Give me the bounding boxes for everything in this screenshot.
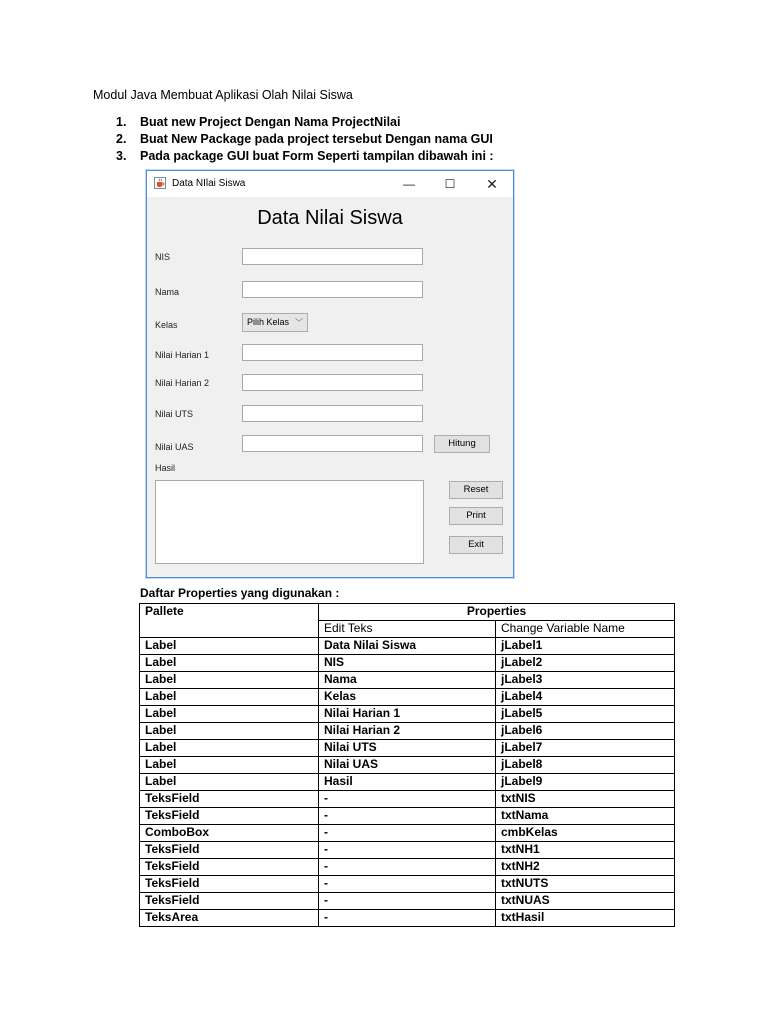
cell-edit-teks: Nilai UAS bbox=[319, 757, 496, 774]
window-titlebar bbox=[147, 171, 513, 197]
cell-variable-name: txtNH2 bbox=[496, 859, 675, 876]
cell-variable-name: txtNUAS bbox=[496, 893, 675, 910]
table-header-row bbox=[140, 604, 675, 621]
label-nilai-uas: Nilai UAS bbox=[155, 442, 194, 452]
table-row bbox=[140, 638, 675, 655]
table-row bbox=[140, 655, 675, 672]
cell-edit-teks: Data Nilai Siswa bbox=[319, 638, 496, 655]
table-row bbox=[140, 808, 675, 825]
nama-input[interactable] bbox=[242, 281, 423, 298]
cell-pallete: TeksField bbox=[140, 893, 319, 910]
table-row bbox=[140, 893, 675, 910]
table-row bbox=[140, 689, 675, 706]
cell-variable-name: jLabel9 bbox=[496, 774, 675, 791]
cell-variable-name: cmbKelas bbox=[496, 825, 675, 842]
properties-table bbox=[139, 603, 675, 927]
table-row bbox=[140, 910, 675, 927]
table-row bbox=[140, 740, 675, 757]
cell-edit-teks: Nilai UTS bbox=[319, 740, 496, 757]
uts-input[interactable] bbox=[242, 405, 423, 422]
table-caption: Daftar Properties yang digunakan : bbox=[140, 586, 340, 600]
cell-edit-teks: - bbox=[319, 842, 496, 859]
instruction-step: 1. Buat new Project Dengan Nama ProjectNilai bbox=[116, 115, 401, 129]
cell-variable-name: jLabel4 bbox=[496, 689, 675, 706]
cell-variable-name: jLabel3 bbox=[496, 672, 675, 689]
form-window-screenshot bbox=[146, 170, 514, 578]
table-row bbox=[140, 757, 675, 774]
table-row bbox=[140, 859, 675, 876]
label-nama: Nama bbox=[155, 287, 180, 297]
window-title: Data NIlai Siswa bbox=[172, 178, 246, 189]
cell-pallete: TeksArea bbox=[140, 910, 319, 927]
nh2-input[interactable] bbox=[242, 374, 423, 391]
label-nis: NIS bbox=[155, 252, 171, 262]
cell-pallete: Label bbox=[140, 655, 319, 672]
cell-pallete: Label bbox=[140, 723, 319, 740]
uas-input[interactable] bbox=[242, 435, 423, 452]
cell-edit-teks: - bbox=[319, 808, 496, 825]
minimize-icon[interactable]: — bbox=[403, 177, 415, 191]
table-row bbox=[140, 774, 675, 791]
header-edit-teks: Edit Teks bbox=[319, 621, 496, 638]
combo-selected-value: Pilih Kelas bbox=[247, 317, 290, 327]
exit-button[interactable]: Exit bbox=[449, 536, 503, 554]
cell-edit-teks: Nilai Harian 2 bbox=[319, 723, 496, 740]
cell-edit-teks: Hasil bbox=[319, 774, 496, 791]
label-hasil: Hasil bbox=[155, 463, 176, 473]
cell-variable-name: jLabel8 bbox=[496, 757, 675, 774]
table-row bbox=[140, 791, 675, 808]
cell-pallete: Label bbox=[140, 757, 319, 774]
cell-edit-teks: - bbox=[319, 825, 496, 842]
table-row bbox=[140, 723, 675, 740]
cell-variable-name: jLabel6 bbox=[496, 723, 675, 740]
cell-variable-name: txtHasil bbox=[496, 910, 675, 927]
cell-variable-name: txtNH1 bbox=[496, 842, 675, 859]
java-cup-icon bbox=[154, 177, 166, 189]
cell-variable-name: txtNIS bbox=[496, 791, 675, 808]
cell-edit-teks: - bbox=[319, 859, 496, 876]
cell-pallete: TeksField bbox=[140, 842, 319, 859]
cell-variable-name: txtNUTS bbox=[496, 876, 675, 893]
cell-edit-teks: - bbox=[319, 876, 496, 893]
header-change-variable: Change Variable Name bbox=[496, 621, 675, 638]
cell-pallete: Label bbox=[140, 774, 319, 791]
cell-variable-name: jLabel5 bbox=[496, 706, 675, 723]
instruction-list bbox=[116, 114, 494, 165]
cell-pallete: TeksField bbox=[140, 808, 319, 825]
nh1-input[interactable] bbox=[242, 344, 423, 361]
cell-edit-teks: NIS bbox=[319, 655, 496, 672]
cell-variable-name: txtNama bbox=[496, 808, 675, 825]
hitung-button[interactable]: Hitung bbox=[434, 435, 490, 453]
table-row bbox=[140, 876, 675, 893]
label-kelas: Kelas bbox=[155, 320, 178, 330]
cell-edit-teks: - bbox=[319, 910, 496, 927]
cell-edit-teks: Kelas bbox=[319, 689, 496, 706]
cell-variable-name: jLabel7 bbox=[496, 740, 675, 757]
chevron-down-icon: ﹀ bbox=[295, 318, 303, 327]
cell-pallete: Label bbox=[140, 689, 319, 706]
header-pallete: Pallete bbox=[140, 604, 319, 638]
print-button[interactable]: Print bbox=[449, 507, 503, 525]
cell-pallete: Label bbox=[140, 706, 319, 723]
cell-pallete: TeksField bbox=[140, 859, 319, 876]
reset-button[interactable]: Reset bbox=[449, 481, 503, 499]
label-nilai-harian-1: Nilai Harian 1 bbox=[155, 350, 210, 360]
cell-edit-teks: Nama bbox=[319, 672, 496, 689]
instruction-step: 3. Pada package GUI buat Form Seperti tampilan dibawah ini : bbox=[116, 149, 494, 163]
cell-pallete: TeksField bbox=[140, 876, 319, 893]
label-nilai-uts: Nilai UTS bbox=[155, 409, 194, 419]
table-row bbox=[140, 672, 675, 689]
table-row bbox=[140, 825, 675, 842]
nis-input[interactable] bbox=[242, 248, 423, 265]
document-title: Modul Java Membuat Aplikasi Olah Nilai Siswa bbox=[93, 88, 353, 102]
cell-edit-teks: - bbox=[319, 791, 496, 808]
form-heading: Data Nilai Siswa bbox=[257, 207, 403, 229]
cell-pallete: TeksField bbox=[140, 791, 319, 808]
label-nilai-harian-2: Nilai Harian 2 bbox=[155, 378, 210, 388]
cell-pallete: Label bbox=[140, 740, 319, 757]
kelas-combobox[interactable] bbox=[242, 313, 308, 332]
hasil-textarea[interactable] bbox=[155, 480, 424, 564]
table-row bbox=[140, 706, 675, 723]
cell-variable-name: jLabel1 bbox=[496, 638, 675, 655]
cell-variable-name: jLabel2 bbox=[496, 655, 675, 672]
cell-pallete: Label bbox=[140, 638, 319, 655]
cell-edit-teks: Nilai Harian 1 bbox=[319, 706, 496, 723]
table-row bbox=[140, 842, 675, 859]
instruction-step: 2. Buat New Package pada project tersebut Dengan nama GUI bbox=[116, 132, 493, 146]
maximize-icon[interactable]: ☐ bbox=[444, 177, 456, 191]
cell-pallete: Label bbox=[140, 672, 319, 689]
cell-pallete: ComboBox bbox=[140, 825, 319, 842]
close-icon[interactable]: ✕ bbox=[486, 176, 498, 192]
cell-edit-teks: - bbox=[319, 893, 496, 910]
header-properties: Properties bbox=[319, 604, 675, 621]
